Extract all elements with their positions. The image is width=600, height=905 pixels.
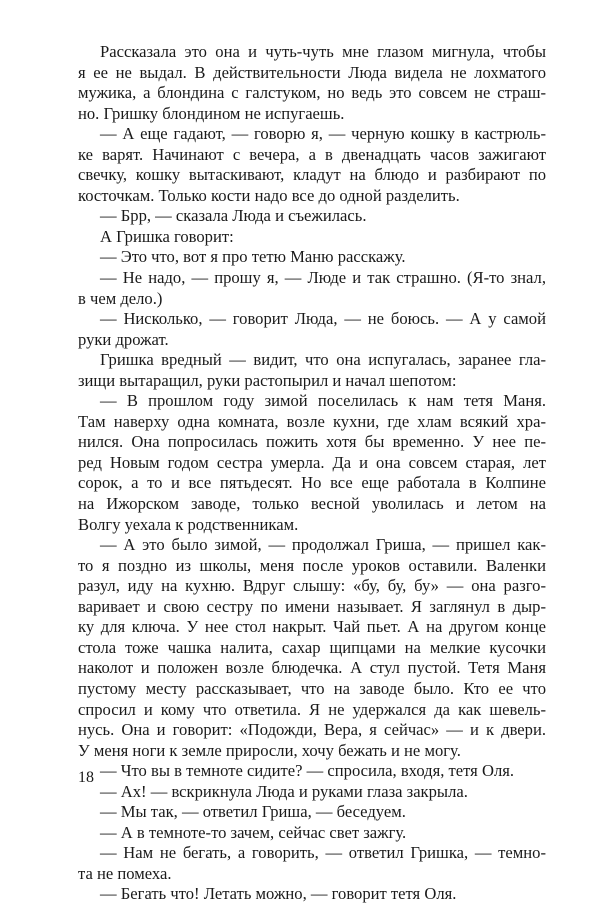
body-text: [78, 42, 546, 905]
text-line: та не помеха.: [78, 863, 172, 883]
text-line: наколот и положен возле блюдечка. А стул пустой. Тетя Маня: [78, 658, 546, 678]
text-line: — В прошлом году зимой поселилась к нам тетя Маня.: [100, 391, 546, 411]
text-line: варивает и свою сестру по имени называет. Я заглянул в дыр-: [78, 596, 546, 616]
text-line: — Что вы в темноте сидите? — спросила, входя, тетя Оля.: [100, 761, 515, 781]
text-line: спросил и кому что ответила. Я не удержался да как шевель-: [78, 699, 546, 719]
text-line: — А еще гадают, — говорю я, — черную кошку в кастрюль-: [100, 124, 546, 144]
text-line: Волгу уехала к родственникам.: [78, 514, 299, 534]
text-line: косточкам. Только кости надо все до одной разделить.: [78, 185, 460, 205]
text-line: я ее не выдал. В действительности Люда видела не лохматого: [78, 62, 546, 82]
text-line: — Нам не бегать, а говорить, — ответил Гришка, — темно-: [100, 843, 546, 863]
text-line: А Гришка говорит:: [100, 226, 234, 246]
text-line: пустому месту рассказывает, что на заводе было. Кто ее что: [78, 678, 546, 698]
text-line: — Нисколько, — говорит Люда, — не боюсь. — А у самой: [100, 309, 546, 329]
text-line: Гришка вредный — видит, что она испугалась, заранее гла-: [100, 350, 546, 370]
text-line: Там наверху одна комната, возле кухни, где хлам всякий хра-: [78, 411, 546, 431]
text-line: на Ижорском заводе, только весной уволилась и летом на: [78, 494, 546, 514]
text-line: — Ах! — вскрикнула Люда и руками глаза закрыла.: [100, 781, 468, 801]
text-line: зищи вытаращил, руки растопырил и начал шепотом:: [78, 370, 457, 390]
text-line: ке варят. Начинают с вечера, а в двенадцать часов зажигают: [78, 144, 546, 164]
text-line: — Не надо, — прошу я, — Люде и так страшно. (Я-то знал,: [100, 268, 546, 288]
text-line: — Мы так, — ответил Гриша, — беседуем.: [100, 802, 406, 822]
text-line: — Бегать что! Летать можно, — говорит тетя Оля.: [100, 884, 457, 904]
text-line: ред Новым годом сестра умерла. Да и она совсем старая, лет: [78, 452, 546, 472]
text-line: то я поздно из школы, меня после уроков оставили. Валенки: [78, 555, 546, 575]
text-line: руки дрожат.: [78, 329, 169, 349]
text-line: — Брр, — сказала Люда и съежилась.: [100, 206, 367, 226]
text-line: нился. Она попросилась пожить хотя бы временно. У нее пе-: [78, 432, 546, 452]
text-line: У меня ноги к земле приросли, хочу бежать и не могу.: [78, 740, 461, 760]
text-line: нусь. Она и говорит: «Подожди, Вера, я сейчас» — и к двери.: [78, 720, 546, 740]
text-line: Рассказала это она и чуть-чуть мне глазом мигнула, чтобы: [100, 42, 546, 61]
text-line: — А в темноте-то зачем, сейчас свет зажгу.: [100, 822, 407, 842]
text-line: в чем дело.): [78, 288, 163, 308]
text-line: свечку, кошку вытаскивают, кладут на блюдо и разбирают по: [78, 165, 546, 185]
text-line: но. Гришку блондином не испугаешь.: [78, 103, 345, 123]
text-line: стола тоже чашка налита, сахар щипцами на мелкие кусочки: [78, 637, 546, 657]
text-line: сорок, а то и все пятьдесят. Но все еще работала в Колпине: [78, 473, 546, 493]
text-line: — А это было зимой, — продолжал Гриша, — пришел как-: [100, 535, 546, 555]
text-line: — Это что, вот я про тетю Маню расскажу.: [100, 247, 406, 267]
page-number: 18: [78, 769, 94, 786]
text-line: мужика, а блондина с галстуком, но ведь это совсем не страш-: [78, 83, 546, 103]
text-line: ку для ключа. У нее стол накрыт. Чай пьет. А на другом конце: [78, 617, 546, 637]
text-line: разул, иду на кухню. Вдруг слышу: «бу, бу, бу» — она разго-: [78, 576, 546, 596]
